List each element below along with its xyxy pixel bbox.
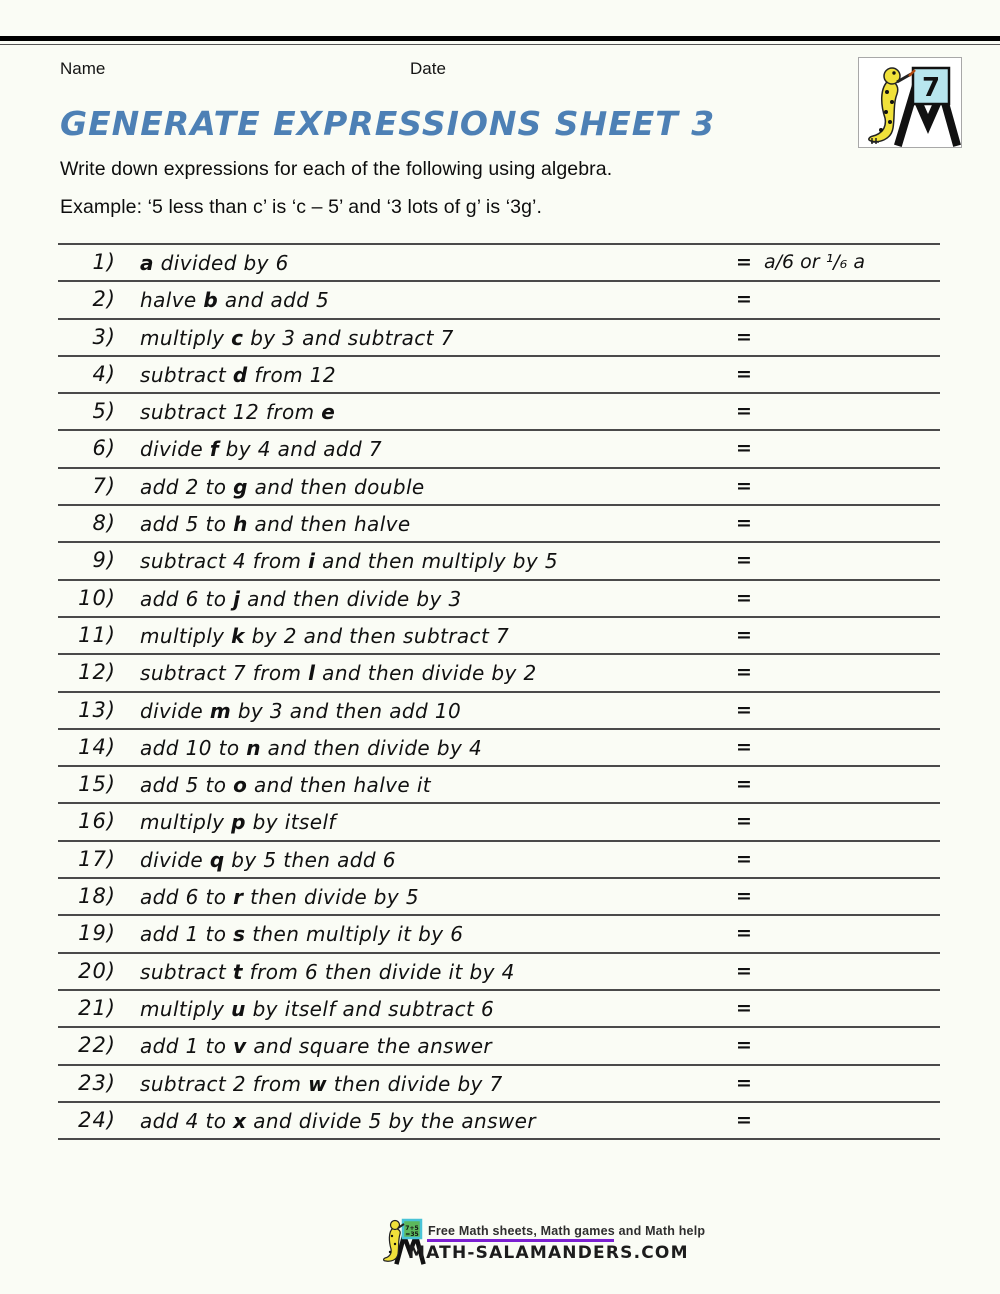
problem-var: h — [233, 512, 248, 537]
problem-row — [58, 282, 940, 319]
problem-var: p — [231, 810, 246, 835]
problem-row — [58, 618, 940, 655]
equals-sign: = — [736, 288, 752, 311]
problem-after: divided by 6 — [153, 251, 289, 275]
problem-number: 9) — [92, 548, 116, 573]
problem-var: i — [308, 549, 316, 574]
equals-sign: = — [736, 474, 752, 497]
footer-tagline: Free Math sheets, Math games and Math help — [428, 1224, 706, 1238]
problem-text — [140, 810, 336, 834]
equals-sign: = — [736, 362, 752, 385]
date-label: Date — [410, 59, 446, 78]
problem-row — [58, 842, 940, 879]
problem-text — [140, 624, 509, 648]
equals-sign: = — [736, 922, 752, 945]
problem-number: 10) — [78, 585, 116, 610]
problem-text — [140, 288, 329, 312]
problem-answer: a/6 or ¹/₆ a — [764, 251, 865, 273]
salamander-body — [384, 1228, 401, 1261]
problem-var: o — [233, 773, 248, 798]
problem-number: 1) — [92, 250, 116, 274]
top-rule-thin — [0, 44, 1000, 45]
problem-after: by itself and subtract 6 — [245, 996, 495, 1021]
problem-number: 20) — [78, 958, 116, 983]
problem-after: by 3 and then add 10 — [231, 698, 462, 723]
problem-row — [58, 431, 940, 468]
problem-before: add 4 to — [140, 1108, 234, 1133]
problem-before: add 6 to — [140, 586, 234, 611]
problem-var: d — [232, 362, 248, 387]
problem-text — [140, 549, 558, 573]
board-text: 7+5 — [405, 1225, 419, 1232]
problem-before: subtract 2 from — [140, 1071, 309, 1096]
instruction-line: Write down expressions for each of the following using algebra. — [60, 158, 613, 180]
footer-accent-rule — [427, 1239, 614, 1242]
problem-before: subtract 7 from — [140, 661, 309, 686]
equals-sign: = — [736, 735, 752, 758]
problem-number: 21) — [78, 995, 116, 1020]
problem-before: add 2 to — [140, 474, 234, 499]
problem-after: then multiply it by 6 — [245, 922, 464, 947]
problem-after: then divide by 5 — [243, 885, 420, 910]
problem-after: and then double — [247, 474, 425, 499]
problem-var: a — [140, 251, 154, 275]
problem-number: 3) — [92, 324, 116, 349]
problem-after: from 6 then divide it by 4 — [242, 959, 515, 984]
problem-row — [58, 469, 940, 506]
problem-before: multiply — [140, 996, 232, 1021]
problem-var: w — [308, 1071, 328, 1096]
problem-row — [58, 245, 940, 282]
problem-row — [58, 1028, 940, 1065]
problem-var: m — [209, 698, 232, 723]
board-text: =35 — [405, 1231, 419, 1238]
problem-row — [58, 655, 940, 692]
problem-text — [140, 437, 382, 461]
equals-sign: = — [736, 661, 752, 684]
problem-var: v — [233, 1034, 247, 1059]
problem-after: by 2 and then subtract 7 — [244, 623, 510, 648]
problem-row — [58, 767, 940, 804]
problem-var: c — [231, 325, 244, 350]
problem-before: add 5 to — [140, 773, 234, 798]
problem-row — [58, 730, 940, 767]
footer-site-name: MATH-SALAMANDERS.COM — [408, 1243, 689, 1263]
problem-before: multiply — [140, 623, 232, 648]
problem-row — [58, 916, 940, 953]
problem-text — [140, 699, 461, 723]
problem-number: 2) — [92, 287, 116, 312]
problem-text — [140, 475, 425, 499]
problem-row — [58, 693, 940, 730]
problem-after: by 5 then add 6 — [224, 847, 396, 872]
problem-number: 15) — [78, 772, 116, 797]
equals-sign: = — [736, 1034, 752, 1057]
problem-number: 7) — [92, 473, 116, 498]
problem-var: l — [308, 661, 316, 686]
problem-var: r — [233, 885, 244, 910]
problem-number: 18) — [78, 884, 116, 909]
problem-before: multiply — [140, 810, 232, 835]
problem-text — [140, 251, 289, 275]
spot — [885, 90, 889, 94]
problem-after: by itself — [245, 810, 336, 835]
problem-var: n — [246, 735, 261, 760]
problem-var: q — [209, 847, 225, 872]
equals-sign: = — [736, 325, 752, 348]
problem-before: halve — [140, 288, 204, 313]
footer — [0, 1210, 1000, 1280]
problem-var: u — [231, 996, 246, 1021]
problem-number: 19) — [78, 921, 116, 946]
problem-before: subtract — [140, 959, 233, 984]
problem-row — [58, 1066, 940, 1103]
equals-sign: = — [736, 251, 752, 273]
problem-var: j — [233, 586, 241, 611]
equals-sign: = — [736, 698, 752, 721]
problem-text — [140, 512, 411, 536]
problem-row — [58, 394, 940, 431]
equals-sign: = — [736, 1071, 752, 1094]
spot — [394, 1243, 396, 1245]
problem-var: k — [231, 623, 245, 648]
problem-before: divide — [140, 847, 210, 872]
spot — [888, 120, 892, 124]
problem-after: and divide 5 by the answer — [246, 1108, 536, 1133]
board-number: 7 — [921, 73, 941, 103]
problem-var: x — [233, 1108, 247, 1133]
problem-row — [58, 879, 940, 916]
problem-after: and then divide by 4 — [260, 735, 483, 760]
equals-sign: = — [736, 810, 752, 833]
problem-after: and then halve it — [247, 773, 432, 798]
eye — [892, 71, 895, 74]
problem-row — [58, 581, 940, 618]
problem-number: 22) — [78, 1033, 116, 1058]
spot — [890, 100, 894, 104]
example-line: Example: ‘5 less than c’ is ‘c – 5’ and ‘3 lots of g’ is ‘3g’. — [60, 196, 543, 218]
problem-row — [58, 1103, 940, 1140]
problem-number: 6) — [92, 436, 116, 461]
problem-before: add 6 to — [140, 885, 234, 910]
problem-after: and then halve — [247, 512, 411, 537]
problem-number: 24) — [78, 1107, 116, 1132]
problem-number: 17) — [78, 846, 116, 871]
equals-sign: = — [736, 586, 752, 609]
problem-var: s — [233, 922, 246, 947]
problem-after: by 4 and add 7 — [218, 437, 382, 462]
problem-text — [140, 960, 515, 984]
problem-text — [140, 885, 419, 909]
problem-text — [140, 1034, 492, 1058]
problem-after: then divide by 7 — [327, 1071, 503, 1096]
problem-before: add 10 to — [140, 735, 247, 760]
problem-text — [140, 736, 482, 760]
problem-number: 12) — [78, 660, 116, 685]
problem-var: f — [209, 437, 219, 462]
problem-text — [140, 848, 396, 872]
problem-var: g — [233, 474, 248, 499]
problem-number: 23) — [78, 1070, 116, 1095]
problem-before: subtract 4 from — [140, 549, 309, 574]
name-label: Name — [60, 59, 106, 78]
problem-before: divide — [140, 698, 210, 723]
problem-number: 14) — [78, 734, 116, 759]
problem-after: and square the answer — [246, 1034, 493, 1059]
problem-text — [140, 997, 494, 1021]
problem-row — [58, 991, 940, 1028]
equals-sign: = — [736, 773, 752, 796]
problem-row — [58, 357, 940, 394]
problem-after: from 12 — [247, 362, 336, 387]
problem-after: and then divide by 3 — [240, 586, 462, 611]
equals-sign: = — [736, 623, 752, 646]
top-rule-thick — [0, 36, 1000, 41]
equals-sign: = — [736, 437, 752, 460]
problem-before: add 5 to — [140, 512, 234, 537]
problem-number: 5) — [92, 399, 116, 424]
problem-after: and add 5 — [218, 288, 330, 313]
problem-row — [58, 543, 940, 580]
equals-sign: = — [736, 847, 752, 870]
problem-var: e — [321, 400, 336, 425]
equals-sign: = — [736, 885, 752, 908]
problem-text — [140, 661, 537, 685]
problem-var: b — [203, 288, 219, 313]
problem-row — [58, 804, 940, 841]
equals-sign: = — [736, 959, 752, 982]
problem-var: t — [232, 959, 243, 984]
spot — [391, 1235, 393, 1237]
problem-number: 13) — [78, 697, 116, 722]
problem-text — [140, 363, 336, 387]
equals-sign: = — [736, 400, 752, 423]
problem-before: add 1 to — [140, 1034, 234, 1059]
spot — [389, 1251, 391, 1253]
equals-sign: = — [736, 549, 752, 572]
problem-after: and then divide by 2 — [315, 661, 537, 686]
problem-row — [58, 320, 940, 357]
problem-before: subtract — [140, 362, 233, 387]
spot — [884, 110, 888, 114]
problem-text — [140, 326, 454, 350]
problem-row — [58, 954, 940, 991]
equals-sign: = — [736, 996, 752, 1019]
problem-text — [140, 773, 431, 797]
page-title: GENERATE EXPRESSIONS SHEET 3 — [60, 104, 716, 143]
problem-before: multiply — [140, 325, 232, 350]
problem-text — [140, 922, 463, 946]
equals-sign: = — [736, 512, 752, 535]
problem-number: 11) — [78, 622, 116, 647]
problem-text — [140, 400, 335, 424]
problem-text — [140, 1109, 536, 1133]
problem-after: and then multiply by 5 — [315, 549, 558, 574]
problem-before: add 1 to — [140, 922, 234, 947]
problem-text — [140, 587, 462, 611]
problem-number: 16) — [78, 809, 116, 834]
problem-text — [140, 1072, 503, 1096]
problem-after: by 3 and subtract 7 — [243, 325, 454, 350]
problem-before: subtract 12 from — [140, 400, 322, 425]
problem-row — [58, 506, 940, 543]
problem-before: divide — [140, 437, 210, 462]
equals-sign: = — [736, 1108, 752, 1131]
problems-table — [58, 243, 940, 1140]
problem-number: 8) — [92, 511, 116, 536]
problem-number: 4) — [92, 361, 116, 386]
